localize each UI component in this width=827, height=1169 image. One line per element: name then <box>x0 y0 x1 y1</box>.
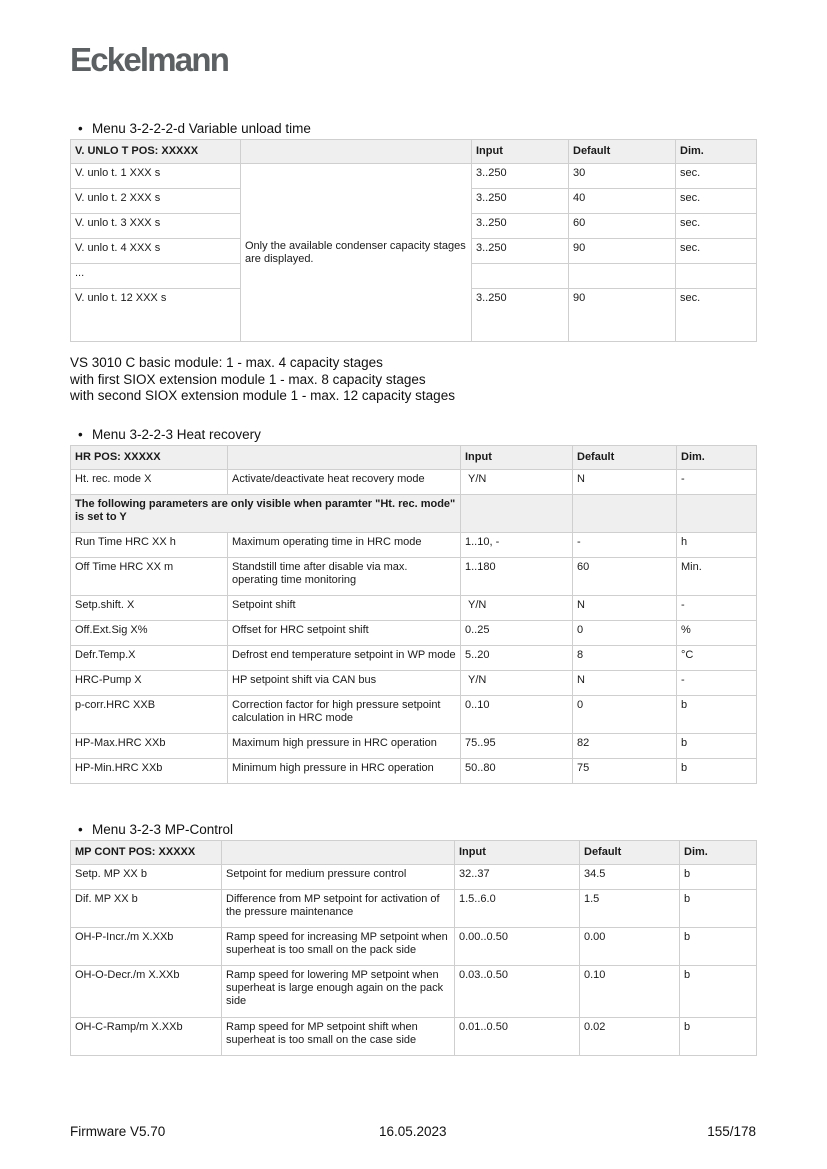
dim-cell: b <box>677 696 757 734</box>
input-cell: 1.5..6.0 <box>455 890 580 928</box>
description-cell: Maximum high pressure in HRC operation <box>228 734 461 759</box>
eckelmann-logo: Eckelmann <box>70 41 229 78</box>
table-row <box>71 759 757 784</box>
input-cell: 0.00..0.50 <box>455 928 580 966</box>
capacity-stages-paragraph <box>70 355 455 405</box>
dim-cell: sec. <box>676 214 757 239</box>
param-cell: Setp. MP XX b <box>71 865 222 890</box>
dim-cell: h <box>677 533 757 558</box>
paragraph-line: VS 3010 C basic module: 1 - max. 4 capacity stages <box>70 355 383 370</box>
footer-page-number: 155/178 <box>707 1124 756 1139</box>
header-cell: Input <box>455 841 580 865</box>
header-cell: Dim. <box>676 140 757 164</box>
param-cell: HP-Min.HRC XXb <box>71 759 228 784</box>
header-cell: Dim. <box>677 446 757 470</box>
dim-cell: sec. <box>676 239 757 264</box>
param-cell: Run Time HRC XX h <box>71 533 228 558</box>
dim-cell: - <box>677 671 757 696</box>
param-cell: OH-O-Decr./m X.XXb <box>71 966 222 1018</box>
input-cell: 3..250 <box>472 214 569 239</box>
dim-cell: sec. <box>676 289 757 342</box>
input-cell: 32..37 <box>455 865 580 890</box>
default-cell: 0.00 <box>580 928 680 966</box>
default-cell: 90 <box>569 289 676 342</box>
footer-date: 16.05.2023 <box>379 1124 447 1139</box>
default-cell: 90 <box>569 239 676 264</box>
param-cell: ... <box>71 264 241 289</box>
param-cell: V. unlo t. 4 XXX s <box>71 239 241 264</box>
header-cell <box>222 841 455 865</box>
table-row <box>71 533 757 558</box>
bullet-icon: • <box>78 822 83 837</box>
param-cell: HRC-Pump X <box>71 671 228 696</box>
dim-cell: sec. <box>676 189 757 214</box>
input-cell: Y/N <box>461 671 573 696</box>
param-cell: OH-C-Ramp/m X.XXb <box>71 1018 222 1056</box>
input-cell: 5..20 <box>461 646 573 671</box>
description-cell: Maximum operating time in HRC mode <box>228 533 461 558</box>
default-cell: 0.10 <box>580 966 680 1018</box>
input-cell: 3..250 <box>472 289 569 342</box>
param-cell: Ht. rec. mode X <box>71 470 228 495</box>
default-cell: 34.5 <box>580 865 680 890</box>
header-cell <box>228 446 461 470</box>
description-cell: Ramp speed for lowering MP setpoint when superheat is large enough again on the pack side <box>222 966 455 1018</box>
param-cell: Setp.shift. X <box>71 596 228 621</box>
input-cell: 3..250 <box>472 164 569 189</box>
input-cell: 0.01..0.50 <box>455 1018 580 1056</box>
table-row <box>71 646 757 671</box>
param-cell: Defr.Temp.X <box>71 646 228 671</box>
empty-cell <box>573 495 677 533</box>
input-cell: Y/N <box>461 596 573 621</box>
dim-cell: b <box>680 966 757 1018</box>
header-cell: Dim. <box>680 841 757 865</box>
header-cell: Default <box>569 140 676 164</box>
table-row <box>71 865 757 890</box>
param-cell: Off Time HRC XX m <box>71 558 228 596</box>
default-cell: 0.02 <box>580 1018 680 1056</box>
default-cell: N <box>573 671 677 696</box>
dim-cell: b <box>680 865 757 890</box>
description-cell: Ramp speed for MP setpoint shift when superheat is too small on the case side <box>222 1018 455 1056</box>
description-cell: Standstill time after disable via max. operating time monitoring <box>228 558 461 596</box>
description-cell: Minimum high pressure in HRC operation <box>228 759 461 784</box>
table-row <box>71 734 757 759</box>
empty-cell <box>677 495 757 533</box>
default-cell: 40 <box>569 189 676 214</box>
table-row <box>71 696 757 734</box>
input-cell: 0..10 <box>461 696 573 734</box>
default-cell: 60 <box>573 558 677 596</box>
dim-cell: Min. <box>677 558 757 596</box>
header-cell: Default <box>580 841 680 865</box>
table-row <box>71 621 757 646</box>
section-title-mp-control <box>78 822 233 837</box>
dim-cell: b <box>680 1018 757 1056</box>
default-cell: 60 <box>569 214 676 239</box>
description-cell: Only the available condenser capacity stages are displayed. <box>241 164 472 342</box>
input-cell: 0.03..0.50 <box>455 966 580 1018</box>
table-header-row <box>71 140 757 164</box>
default-cell: 30 <box>569 164 676 189</box>
section-title-heat-recovery <box>78 427 261 442</box>
header-cell: MP CONT POS: XXXXX <box>71 841 222 865</box>
input-cell: 1..10, - <box>461 533 573 558</box>
default-cell: 82 <box>573 734 677 759</box>
section-title-text: Menu 3-2-3 MP-Control <box>92 822 234 837</box>
table-variable-unload <box>70 139 757 342</box>
section-title-variable-unload <box>78 121 311 136</box>
table-row <box>71 966 757 1018</box>
default-cell: 1.5 <box>580 890 680 928</box>
param-cell: p-corr.HRC XXB <box>71 696 228 734</box>
dim-cell: - <box>677 596 757 621</box>
section-title-text: Menu 3-2-2-3 Heat recovery <box>92 427 261 442</box>
paragraph-line: with first SIOX extension module 1 - max. 8 capacity stages <box>70 371 426 387</box>
default-cell: - <box>573 533 677 558</box>
dim-cell: °C <box>677 646 757 671</box>
description-cell: Ramp speed for increasing MP setpoint when superheat is too small on the pack side <box>222 928 455 966</box>
default-cell: 0 <box>573 621 677 646</box>
default-cell: N <box>573 470 677 495</box>
header-cell: Default <box>573 446 677 470</box>
param-cell: V. unlo t. 12 XXX s <box>71 289 241 342</box>
paragraph-line: with second SIOX extension module 1 - max. 12 capacity stages <box>70 388 455 403</box>
dim-cell: b <box>677 734 757 759</box>
footer-firmware: Firmware V5.70 <box>70 1124 166 1139</box>
param-cell: V. unlo t. 1 XXX s <box>71 164 241 189</box>
header-cell: Input <box>461 446 573 470</box>
input-cell: 50..80 <box>461 759 573 784</box>
default-cell: 75 <box>573 759 677 784</box>
param-cell: Dif. MP XX b <box>71 890 222 928</box>
description-cell: Activate/deactivate heat recovery mode <box>228 470 461 495</box>
default-cell: 8 <box>573 646 677 671</box>
header-cell: Input <box>472 140 569 164</box>
bullet-icon: • <box>78 121 83 136</box>
table-row <box>71 558 757 596</box>
bullet-icon: • <box>78 427 83 442</box>
table-row <box>71 890 757 928</box>
table-row-note <box>71 495 757 533</box>
input-cell: 3..250 <box>472 189 569 214</box>
dim-cell: b <box>680 890 757 928</box>
dim-cell: % <box>677 621 757 646</box>
description-cell: Offset for HRC setpoint shift <box>228 621 461 646</box>
input-cell <box>472 264 569 289</box>
description-cell: Difference from MP setpoint for activation of the pressure maintenance <box>222 890 455 928</box>
table-header-row <box>71 841 757 865</box>
input-cell: 3..250 <box>472 239 569 264</box>
dim-cell: sec. <box>676 164 757 189</box>
input-cell: 0..25 <box>461 621 573 646</box>
header-cell: V. UNLO T POS: XXXXX <box>71 140 241 164</box>
table-row <box>71 470 757 495</box>
table-row <box>71 928 757 966</box>
description-cell: Setpoint for medium pressure control <box>222 865 455 890</box>
note-cell: The following parameters are only visible when paramter "Ht. rec. mode" is set to Y <box>71 495 461 533</box>
dim-cell: b <box>677 759 757 784</box>
description-cell: HP setpoint shift via CAN bus <box>228 671 461 696</box>
description-cell: Defrost end temperature setpoint in WP mode <box>228 646 461 671</box>
default-cell <box>569 264 676 289</box>
table-row <box>71 164 757 189</box>
table-mp-control <box>70 840 757 1056</box>
empty-cell <box>461 495 573 533</box>
default-cell: N <box>573 596 677 621</box>
table-row <box>71 596 757 621</box>
param-cell: V. unlo t. 2 XXX s <box>71 189 241 214</box>
default-cell: 0 <box>573 696 677 734</box>
input-cell: Y/N <box>461 470 573 495</box>
param-cell: HP-Max.HRC XXb <box>71 734 228 759</box>
table-header-row <box>71 446 757 470</box>
dim-cell <box>676 264 757 289</box>
table-row <box>71 671 757 696</box>
param-cell: V. unlo t. 3 XXX s <box>71 214 241 239</box>
input-cell: 75..95 <box>461 734 573 759</box>
dim-cell: b <box>680 928 757 966</box>
table-row <box>71 1018 757 1056</box>
input-cell: 1..180 <box>461 558 573 596</box>
param-cell: OH-P-Incr./m X.XXb <box>71 928 222 966</box>
param-cell: Off.Ext.Sig X% <box>71 621 228 646</box>
description-cell: Setpoint shift <box>228 596 461 621</box>
table-heat-recovery <box>70 445 757 784</box>
section-title-text: Menu 3-2-2-2-d Variable unload time <box>92 121 311 136</box>
header-cell: HR POS: XXXXX <box>71 446 228 470</box>
description-cell: Correction factor for high pressure setpoint calculation in HRC mode <box>228 696 461 734</box>
header-cell <box>241 140 472 164</box>
dim-cell: - <box>677 470 757 495</box>
